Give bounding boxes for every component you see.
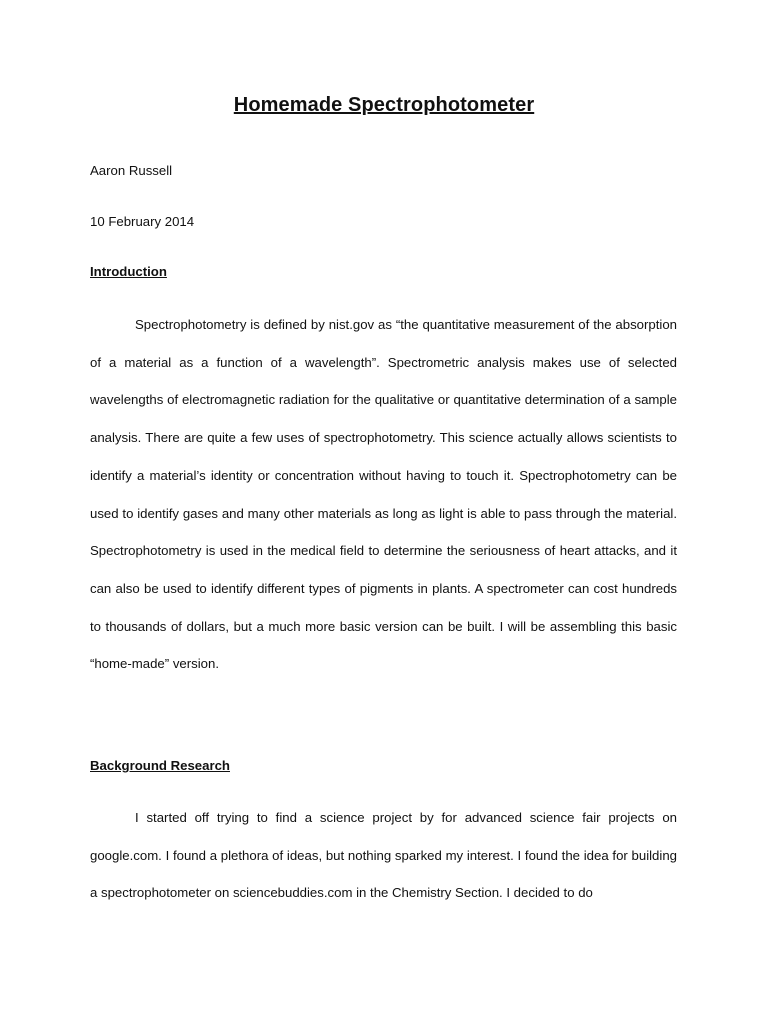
- document-date: 10 February 2014: [90, 214, 195, 229]
- introduction-paragraph: Spectrophotometry is defined by nist.gov as “the quantitative measurement of the absorption of a material as a function of a wavelength”. Spectrometric analysis makes use of selected wavelengths of electromagnetic radiation for the qualitative or quantitative determination of a sample analysis. There are quite a few uses of spectrophotometry. This science actually allows scientists to identify a material’s identity or concentration without having to touch it. Spectrophotometry can be used to identify gases and many other materials as long as light is able to pass through the material. Spectrophotometry is used in the medical field to determine the seriousness of heart attacks, and it can also be used to identify different types of pigments in plants. A spectrometer can cost hundreds to thousands of dollars, but a much more basic version can be built. I will be assembling this basic “home-made” version.: [90, 317, 677, 672]
- document-title: Homemade Spectrophotometer: [233, 94, 535, 116]
- section-heading-introduction: Introduction: [90, 264, 167, 279]
- author-name: Aaron Russell: [90, 163, 173, 178]
- background-research-paragraph: I started off trying to find a science project by for advanced science fair projects on google.com. I found a plethora of ideas, but nothing sparked my interest. I found the idea for building a spectrophotometer on sciencebuddies.com in the Chemistry Section. I decided to do: [90, 810, 677, 901]
- section-heading-background-research: Background Research: [90, 758, 230, 773]
